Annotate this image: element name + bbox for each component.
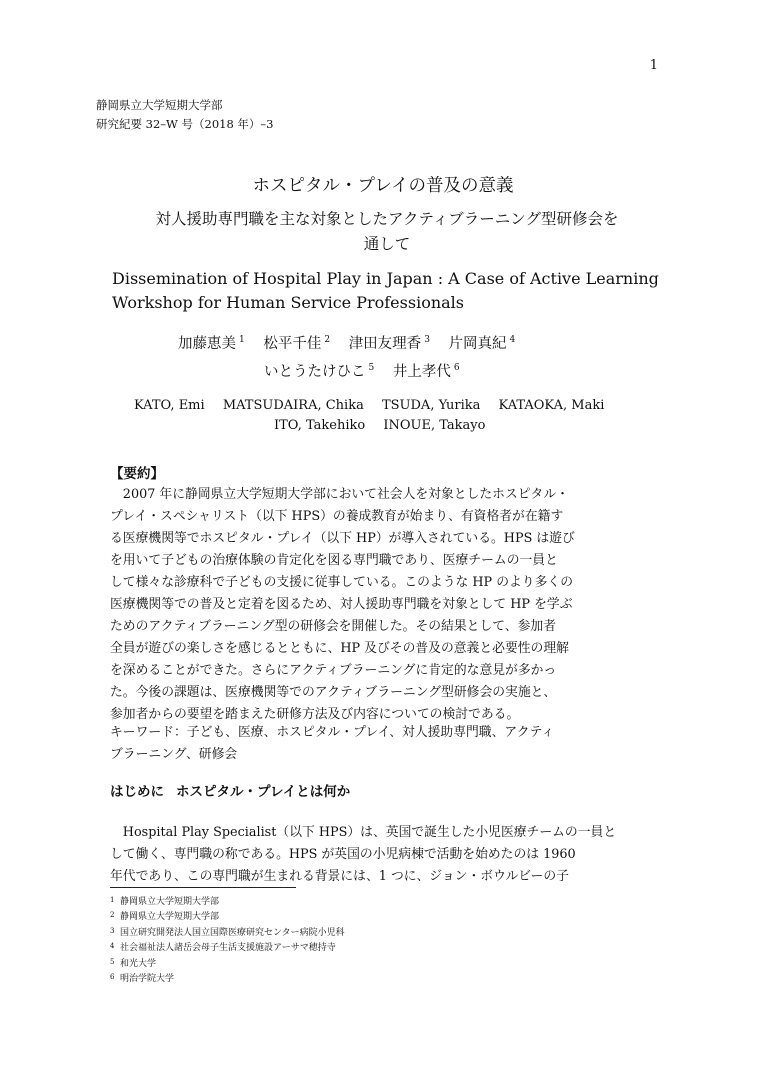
author-affiliation-mark: 1 — [239, 335, 245, 345]
author-name — [349, 336, 430, 352]
section-body — [110, 822, 662, 888]
footnote-number: 6 — [110, 973, 115, 982]
abstract-line: る医療機関等でホスピタル・プレイ（以下 HP）が導入されている。HPS は遊び — [110, 531, 575, 546]
section-heading-title: ホスピタル・プレイとは何か — [176, 784, 351, 800]
author-name-en: KATAOKA, Maki — [498, 398, 605, 413]
footnote — [110, 894, 345, 909]
footnote-text: 静岡県立大学短期大学部 — [120, 912, 220, 923]
footnote — [110, 956, 345, 971]
author-name — [449, 336, 516, 352]
footnote — [110, 925, 345, 940]
footnote-text: 静岡県立大学短期大学部 — [120, 897, 220, 907]
footnote-number: 5 — [110, 957, 115, 966]
abstract-line: た。今後の課題は、医療機関等でのアクティブラーニング型研修会の実施と、 — [110, 685, 557, 700]
author-name — [264, 364, 374, 380]
body-line: Hospital Play Specialist（以下 HPS）は、英国で誕生した小児医療チームの一員と — [110, 825, 617, 840]
author-name-text: 津田友理香 — [348, 336, 422, 352]
author-affiliation-mark: 4 — [509, 335, 516, 345]
keywords-line: キーワード：子ども、医療、ホスピタル・プレイ、対人援助専門職、アクティ — [110, 725, 555, 740]
footnote-text: 国立研究開発法人国立国際医療研究センター病院小児科 — [120, 927, 345, 938]
author-name-text: 加藤恵美 — [178, 336, 236, 352]
abstract-line: して様々な診療科で子どもの支援に従事している。このような HP のより多くの — [110, 575, 573, 590]
title-english — [112, 267, 658, 315]
abstract-line: ためのアクティブラーニング型の研修会を開催した。その結果として、参加者 — [110, 619, 556, 634]
footnotes — [110, 894, 345, 986]
page-number: 1 — [649, 58, 658, 73]
footnote-text: 社会福祉法人諸岳会母子生活支援施設アーサマ穂持寺 — [120, 943, 336, 954]
authors-japanese — [96, 328, 696, 384]
footnote — [110, 940, 345, 955]
subtitle-line: 対人援助専門職を主な対象としたアクティブラーニング型研修会を — [155, 210, 619, 228]
keywords — [110, 722, 660, 766]
abstract-line: プレイ・スペシャリスト（以下 HPS）の養成教育が始まり、有資格者が在籍す — [110, 509, 564, 524]
author-name-en: KATO, Emi — [134, 398, 205, 413]
abstract-line: 医療機関等での普及と定着を図るため、対人援助専門職を対象として HP を学ぶ — [110, 597, 573, 612]
section-heading — [110, 780, 350, 800]
abstract-line: 2007 年に静岡県立大学短期大学部において社会人を対象としたホスピタル・ — [110, 487, 569, 502]
author-name-text: 井上孝代 — [392, 364, 451, 380]
abstract-line: 全員が遊びの楽しさを感じるとともに、HP 及びその普及の意義と必要性の理解 — [110, 641, 569, 656]
title-english-line: Workshop for Human Service Professionals — [112, 293, 464, 312]
author-affiliation-mark: 6 — [453, 363, 460, 373]
author-name — [263, 336, 330, 352]
author-name-en: ITO, Takehiko — [274, 418, 366, 433]
footnote-text: 明治学院大学 — [120, 974, 175, 985]
title-english-line: Dissemination of Hospital Play in Japan : A Case of Active Learning — [112, 269, 659, 288]
abstract-body — [110, 484, 660, 726]
section-heading-intro: はじめに — [110, 784, 164, 800]
footnote-number: 3 — [110, 926, 115, 935]
footnote — [110, 909, 345, 924]
author-affiliation-mark: 3 — [424, 335, 430, 345]
keywords-line: ブラーニング、研修会 — [110, 747, 238, 762]
author-name — [178, 336, 245, 352]
journal-info — [96, 96, 274, 134]
author-name — [393, 364, 460, 380]
footnote-number: 2 — [110, 911, 115, 920]
footnote-divider — [110, 887, 296, 888]
abstract-heading: 【要約】 — [110, 466, 164, 482]
author-name-text: いとうたけひこ — [264, 364, 366, 380]
authors-english — [96, 396, 686, 436]
footnote-number: 1 — [110, 896, 115, 904]
body-line: 年代であり、この専門職が生まれる背景には、1 つに、ジョン・ボウルビーの子 — [110, 869, 569, 884]
authors-row — [96, 328, 696, 356]
author-name-en: INOUE, Takayo — [383, 418, 486, 433]
author-name-en: MATSUDAIRA, Chika — [222, 398, 364, 413]
abstract-line: を深めることができた。さらにアクティブラーニングに肯定的な意見が多かっ — [110, 663, 557, 678]
author-affiliation-mark: 2 — [324, 335, 331, 345]
title-japanese: ホスピタル・プレイの普及の意義 — [252, 176, 514, 196]
footnote-text: 和光大学 — [120, 958, 157, 969]
author-affiliation-mark: 5 — [368, 363, 375, 373]
author-name-en: TSUDA, Yurika — [381, 398, 481, 413]
subtitle-japanese — [104, 207, 670, 257]
subtitle-line: 通して — [363, 235, 411, 253]
authors-english-row — [96, 416, 686, 436]
journal-volume: 研究紀要 32–W 号（2018 年）–3 — [96, 117, 274, 131]
body-line: して働く、専門職の称である。HPS が英国の小児病棟で活動を始めたのは 1960 — [110, 847, 576, 862]
author-name-text: 片岡真紀 — [448, 336, 507, 352]
authors-row — [96, 356, 696, 384]
abstract-line: 参加者からの要望を踏まえた研修方法及び内容についての検討である。 — [110, 707, 520, 722]
authors-english-row — [96, 396, 686, 416]
journal-name: 静岡県立大学短期大学部 — [96, 98, 223, 112]
footnote-number: 4 — [110, 942, 115, 951]
author-name-text: 松平千佳 — [263, 336, 322, 352]
abstract-line: を用いて子どもの治療体験の肯定化を図る専門職であり、医療チームの一員と — [110, 553, 558, 568]
footnote — [110, 971, 345, 986]
